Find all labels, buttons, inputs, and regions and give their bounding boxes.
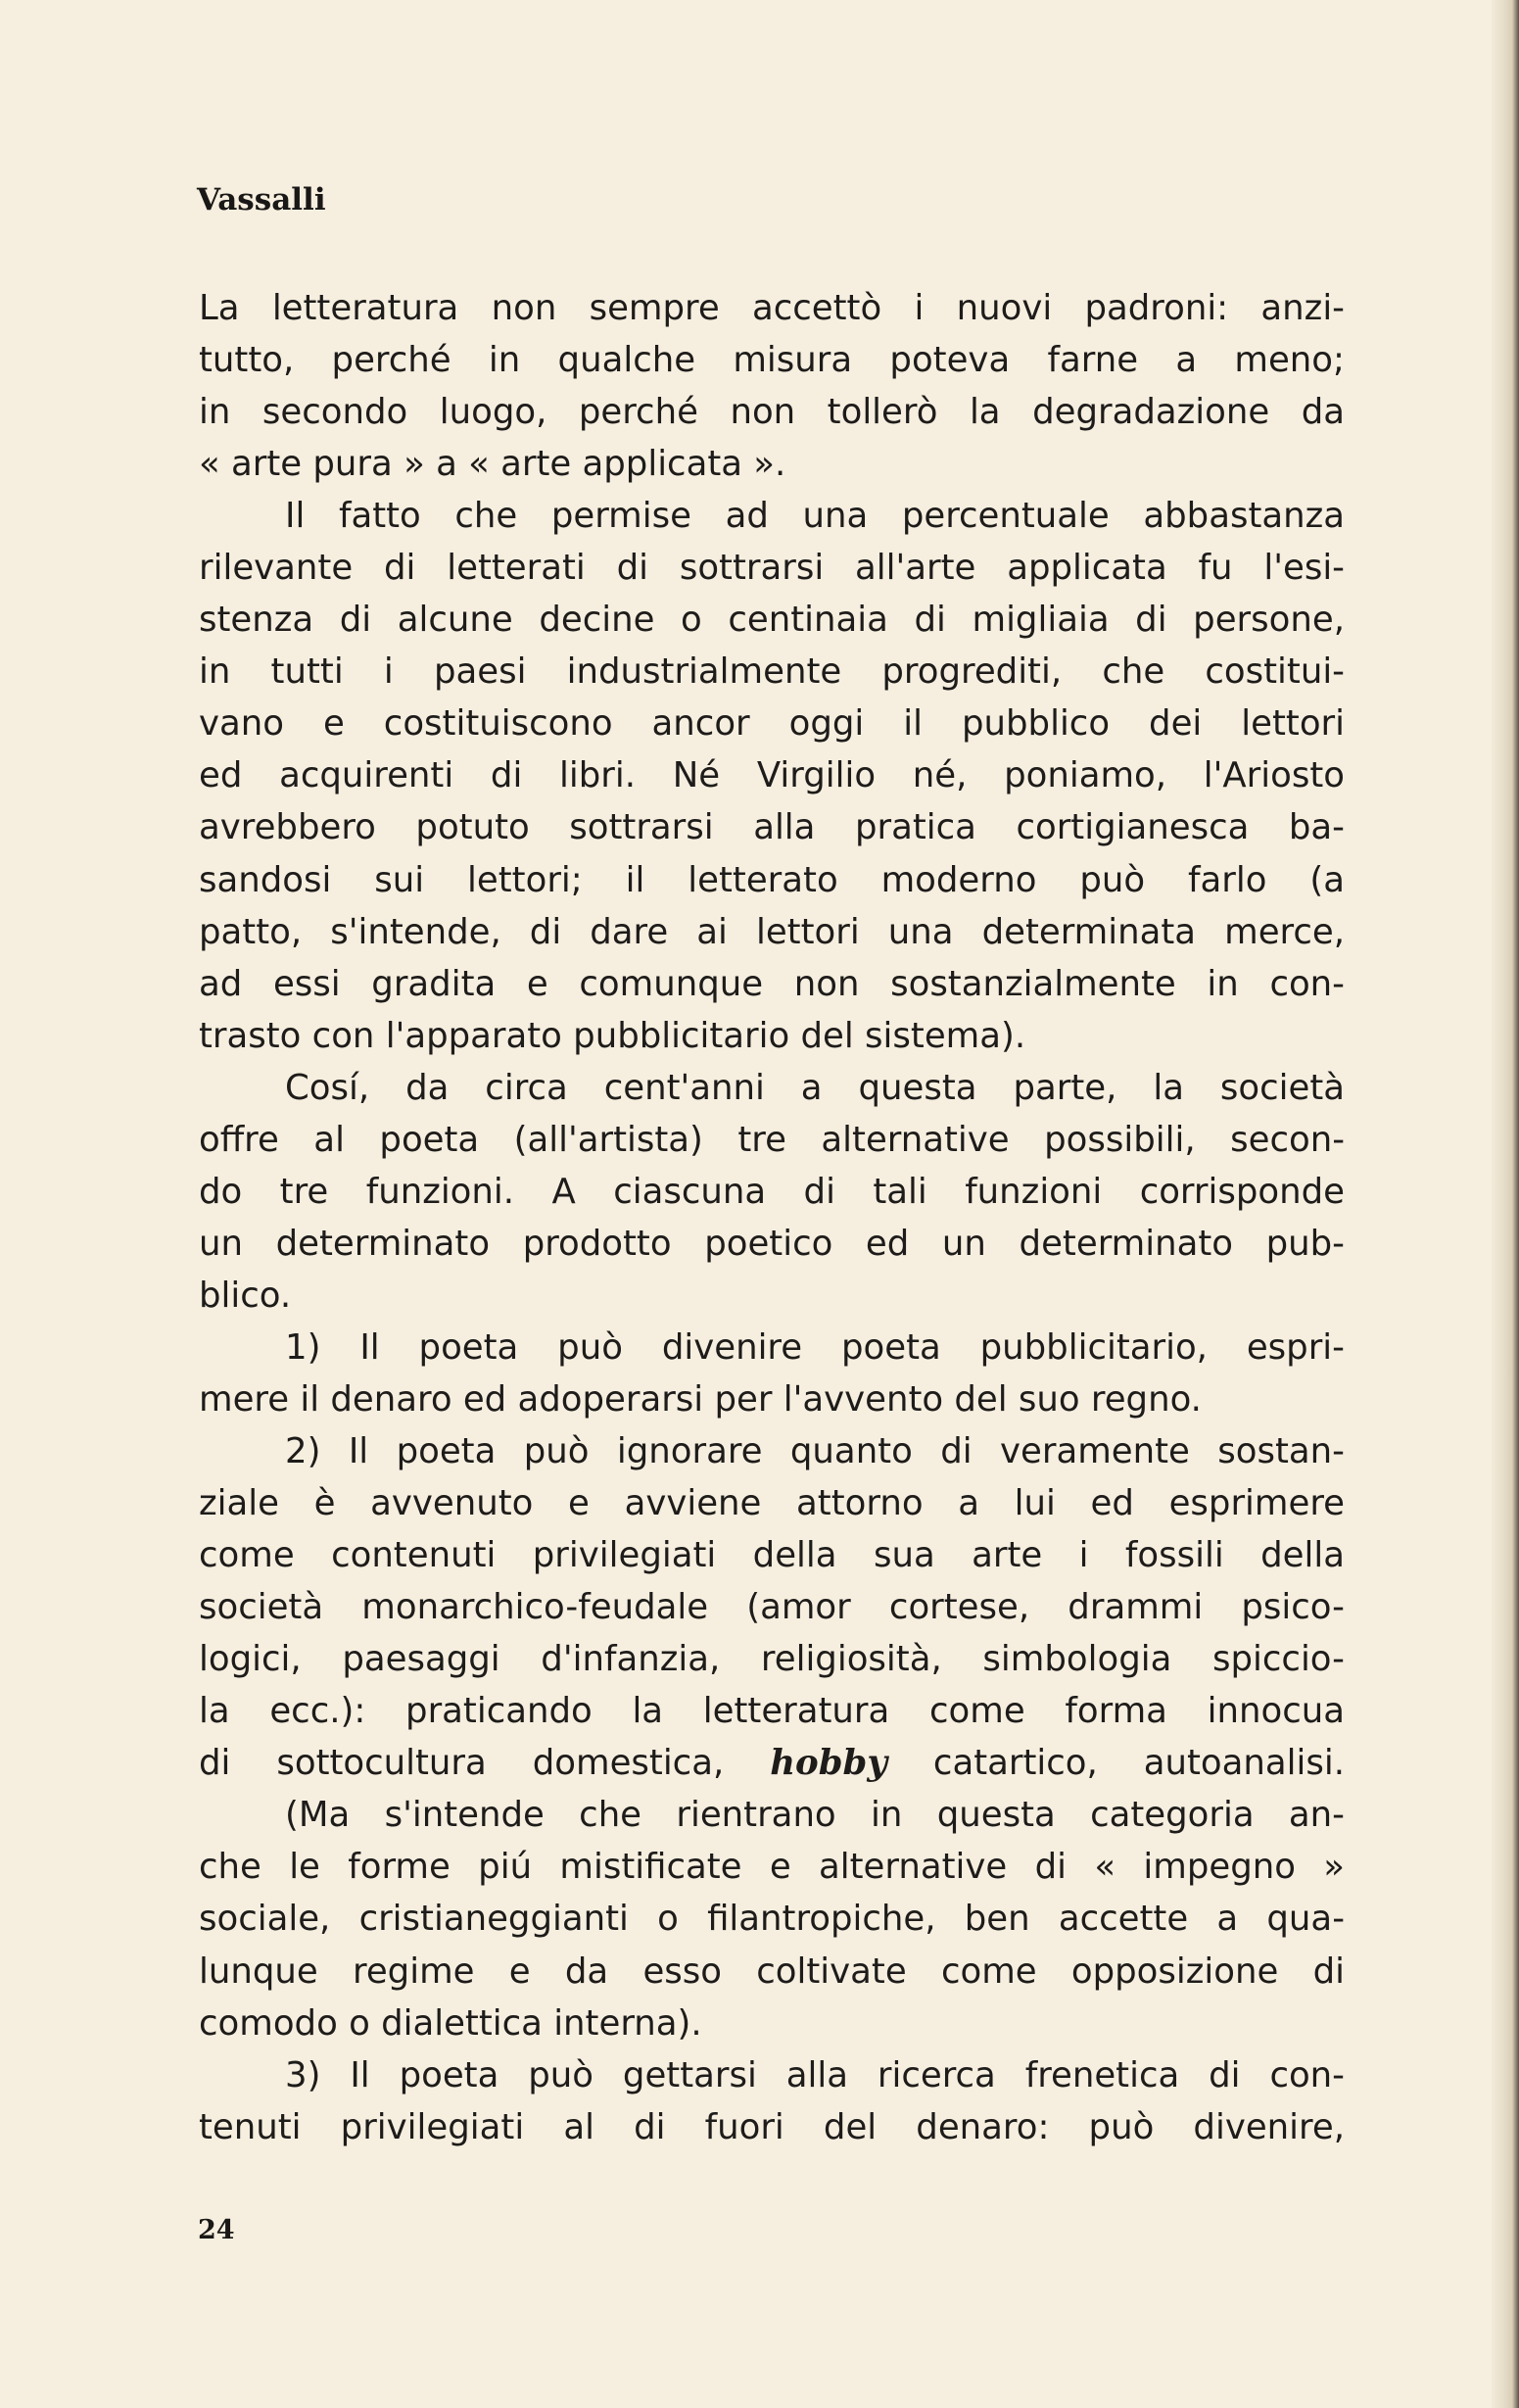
text-line: « arte pura » a « arte applicata ». <box>199 444 786 485</box>
text-line: come contenuti privilegiati della sua arte i fossili della <box>199 1535 1345 1576</box>
text-line: in secondo luogo, perché non tollerò la degradazione da <box>199 392 1345 433</box>
text-line: trasto con l'apparato pubblicitario del sistema). <box>199 1015 1026 1056</box>
text-line: comodo o dialettica interna). <box>199 2002 702 2044</box>
text-line: ad essi gradita e comunque non sostanzialmente in con- <box>199 963 1345 1004</box>
text-line: La letteratura non sempre accettò i nuovi padroni: anzi- <box>199 288 1345 328</box>
text-line: tutto, perché in qualche misura poteva farne a meno; <box>199 340 1345 381</box>
text-line: 3) Il poeta può gettarsi alla ricerca frenetica di con- <box>285 2054 1345 2095</box>
text-line: in tutti i paesi industrialmente progrediti, che costitui- <box>199 651 1345 693</box>
text-line: sandosi sui lettori; il letterato moderno può farlo (a <box>199 859 1345 900</box>
text-line: tenuti privilegiati al di fuori del denaro: può divenire, <box>199 2106 1345 2147</box>
text-line: sociale, cristianeggianti o filantropiche, ben accette a qua- <box>199 1899 1345 1940</box>
text-line: società monarchico-feudale (amor cortese, drammi psico- <box>199 1587 1345 1628</box>
text-line: Il fatto che permise ad una percentuale abbastanza <box>285 496 1345 537</box>
text-line: Cosí, da circa cent'anni a questa parte, la società <box>285 1067 1345 1108</box>
page-number: 24 <box>198 2215 235 2245</box>
text-line: do tre funzioni. A ciascuna di tali funzioni corrisponde <box>199 1171 1345 1212</box>
text-line: ziale è avvenuto e avviene attorno a lui ed esprimere <box>199 1483 1345 1524</box>
text-line: un determinato prodotto poetico ed un determinato pub- <box>199 1223 1345 1264</box>
text-line: vano e costituiscono ancor oggi il pubblico dei lettori <box>199 703 1345 745</box>
text-line: avrebbero potuto sottrarsi alla pratica cortigianesca ba- <box>199 807 1345 848</box>
text-line: ed acquirenti di libri. Né Virgilio né, poniamo, l'Ariosto <box>199 755 1345 796</box>
text-line: di sottocultura domestica, hobby catartico, autoanalisi. <box>199 1743 1345 1784</box>
text-line: stenza di alcune decine o centinaia di migliaia di persone, <box>199 600 1345 641</box>
running-head: Vassalli <box>197 182 326 217</box>
text-line: logici, paesaggi d'infanzia, religiosità, simbologia spiccio- <box>199 1639 1345 1680</box>
text-line: 2) Il poeta può ignorare quanto di veramente sostan- <box>285 1431 1345 1472</box>
text-line: offre al poeta (all'artista) tre alternative possibili, secon- <box>199 1119 1345 1160</box>
text-line: mere il denaro ed adoperarsi per l'avvento del suo regno. <box>199 1378 1202 1420</box>
text-line: che le forme piú mistificate e alternative di « impegno » <box>199 1847 1345 1888</box>
body-text <box>199 282 1345 2153</box>
text-line: blico. <box>199 1275 292 1316</box>
text-line: la ecc.): praticando la letteratura come forma innocua <box>199 1691 1345 1732</box>
text-line: (Ma s'intende che rientrano in questa categoria an- <box>285 1795 1345 1836</box>
text-line: lunque regime e da esso coltivate come opposizione di <box>199 1950 1345 1992</box>
text-line: 1) Il poeta può divenire poeta pubblicitario, espri- <box>285 1326 1345 1368</box>
text-line: patto, s'intende, di dare ai lettori una determinata merce, <box>199 911 1345 952</box>
italic-word: hobby <box>770 1743 887 1784</box>
text-line: rilevante di letterati di sottrarsi all'arte applicata fu l'esi- <box>199 548 1345 589</box>
page-edge <box>1492 0 1519 2408</box>
